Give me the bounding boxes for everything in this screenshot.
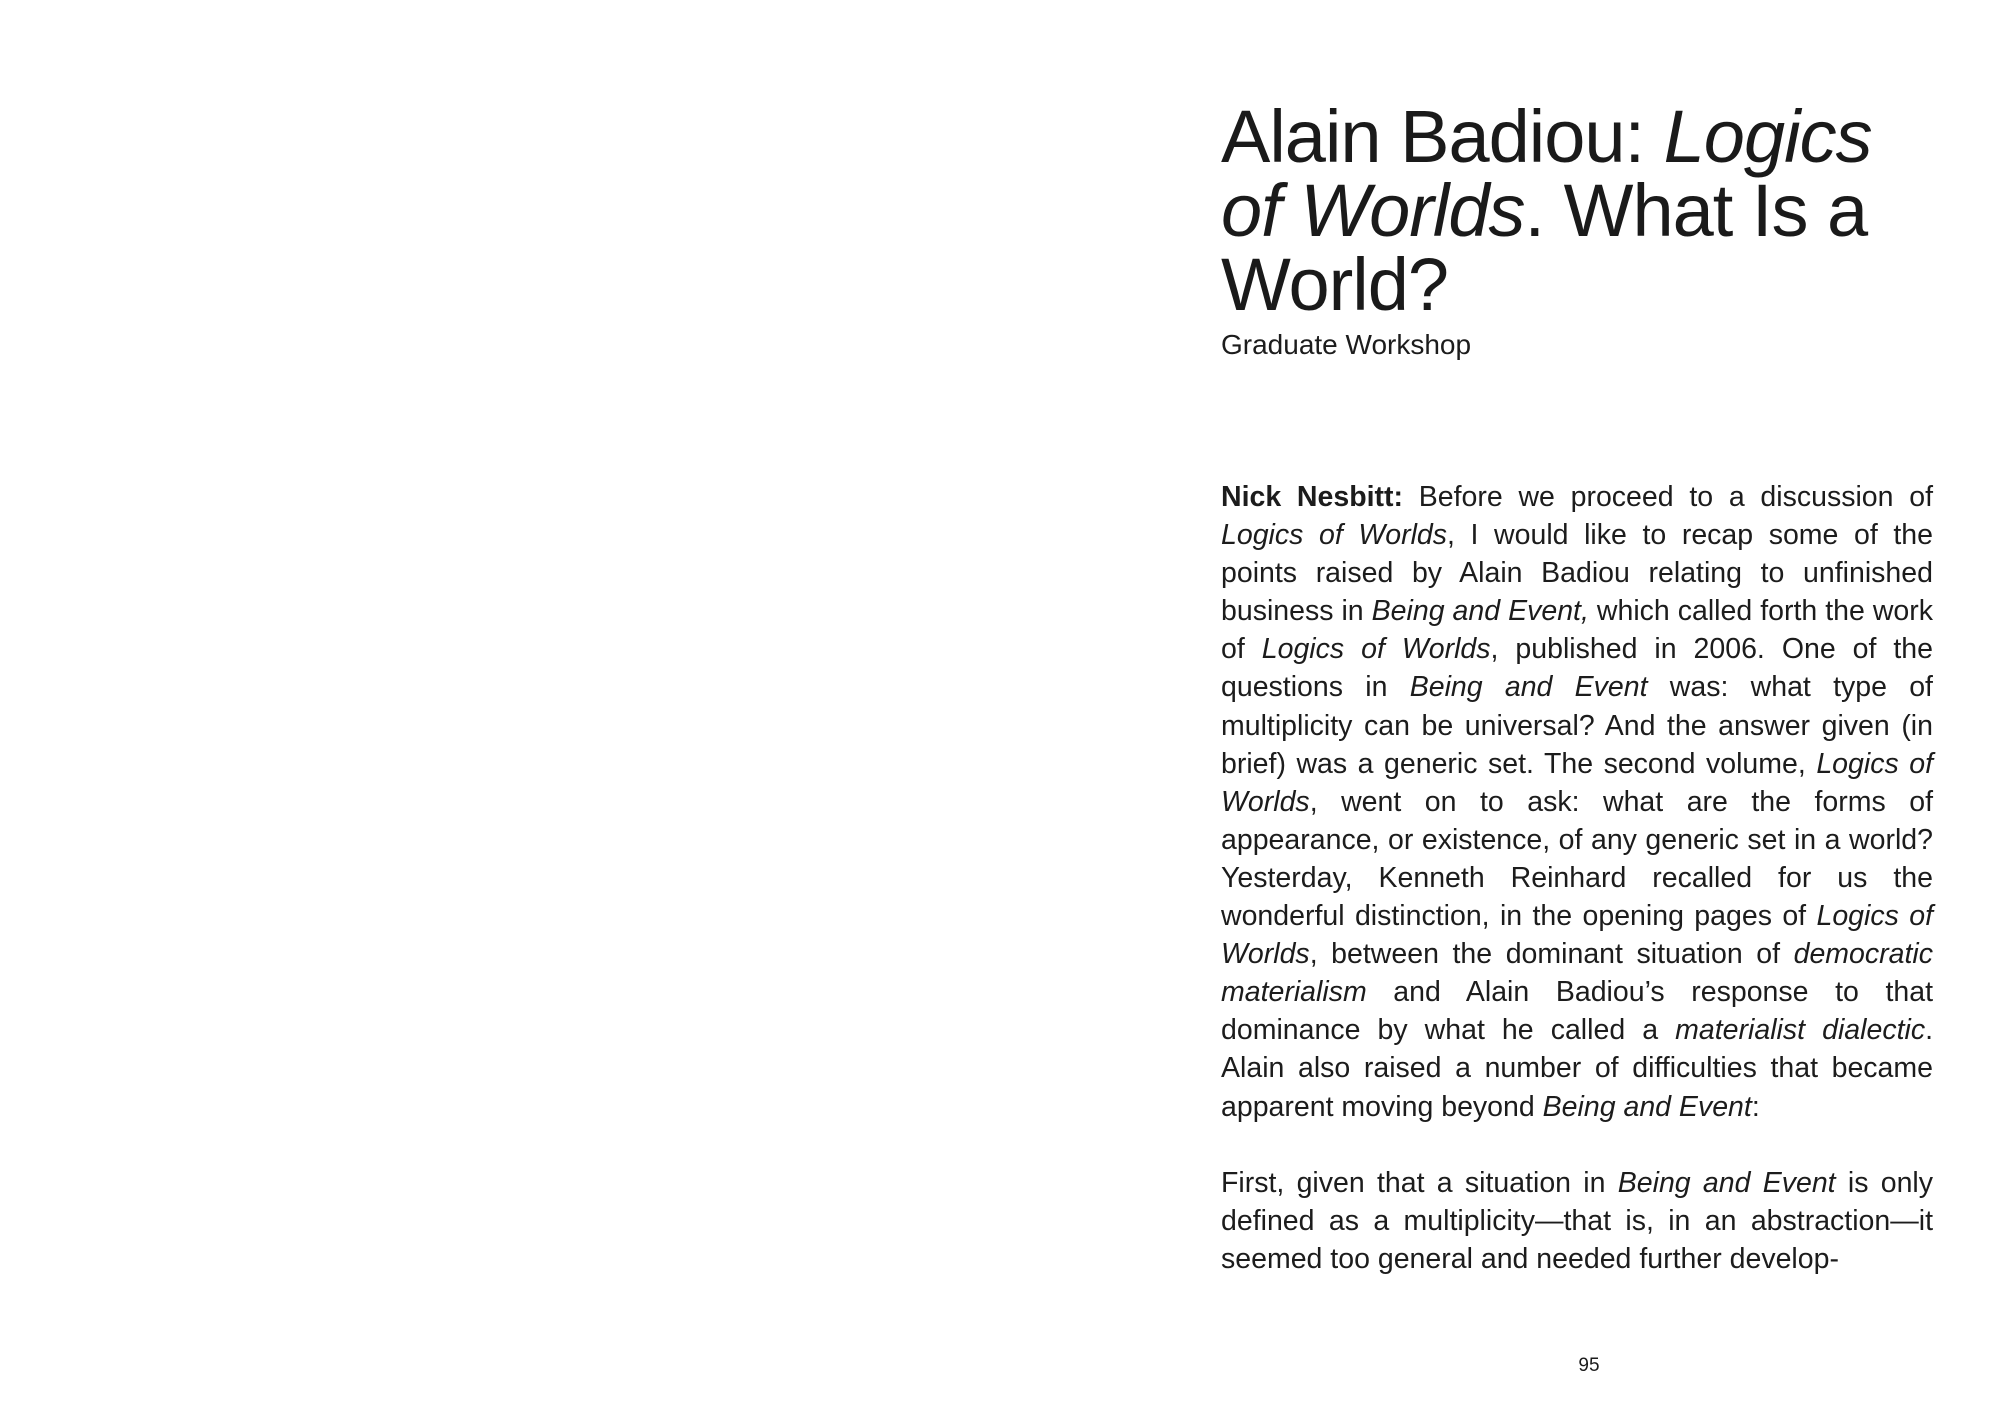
paragraph-2 — [1221, 1164, 1933, 1278]
p1-text-1: Before we proceed to a discussion of — [1403, 481, 1933, 513]
chapter-subtitle: Graduate Workshop — [1221, 329, 1472, 360]
p1-text-10: : — [1751, 1090, 1760, 1123]
chapter-title — [1221, 95, 1941, 326]
page-number: 95 — [1578, 1355, 1600, 1376]
p2-text-1: First, given that a situation in — [1221, 1166, 1618, 1199]
p1-text-6: , went on to ask: what are the forms of appearance, or existence, of any generic set in a world? Yesterday, Kenneth Reinhard recalled for us the wonderful distinction, in the opening pages of — [1221, 785, 1933, 933]
title-part-2-italic: Logics of Worlds — [1221, 95, 1872, 252]
p1-text-7: , between the dominant situation of — [1309, 938, 1794, 971]
p1-italic-5: Logics of Worlds — [1221, 747, 1933, 818]
p1-italic-1: Logics of Worlds — [1221, 519, 1448, 552]
p1-text-8: and Alain Badiou’s response to that dominance by what he called a — [1221, 976, 1933, 1047]
right-page — [999, 0, 1998, 1408]
p1-text-5: was: what type of multiplicity can be universal? And the answer given (in brief) was a generic set. The second volume, — [1221, 671, 1933, 780]
p1-italic-6: Logics of Worlds — [1221, 900, 1933, 971]
p1-text-9: . Alain also raised a number of difficulties that became apparent moving beyond — [1221, 1014, 1933, 1123]
p1-italic-8: materialist dialectic — [1675, 1014, 1926, 1047]
body-text — [1221, 478, 1933, 1278]
p1-italic-7: democratic materialism — [1221, 938, 1933, 1009]
p2-text-2: is only defined as a multiplicity—that is, in an abstraction—it seemed too general and needed further develop- — [1221, 1166, 1933, 1275]
p1-text-2: , I would like to recap some of the points raised by Alain Badiou relating to unfinished business in — [1221, 519, 1933, 628]
title-part-1: Alain Badiou: — [1221, 95, 1664, 178]
p1-text-3: which called forth the work of — [1221, 595, 1933, 666]
p1-text-4: , published in 2006. One of the questions in — [1221, 633, 1934, 704]
p1-italic-3: Logics of Worlds — [1261, 633, 1491, 666]
p1-italic-2: Being and Event, — [1371, 595, 1589, 628]
p1-italic-4: Being and Event — [1409, 671, 1648, 704]
p2-italic-1: Being and Event — [1617, 1166, 1836, 1199]
paragraph-1 — [1221, 478, 1933, 1126]
title-part-3: . What Is a World? — [1221, 169, 1868, 326]
p1-italic-9: Being and Event — [1542, 1090, 1752, 1123]
speaker-name: Nick Nesbitt: — [1221, 481, 1404, 513]
